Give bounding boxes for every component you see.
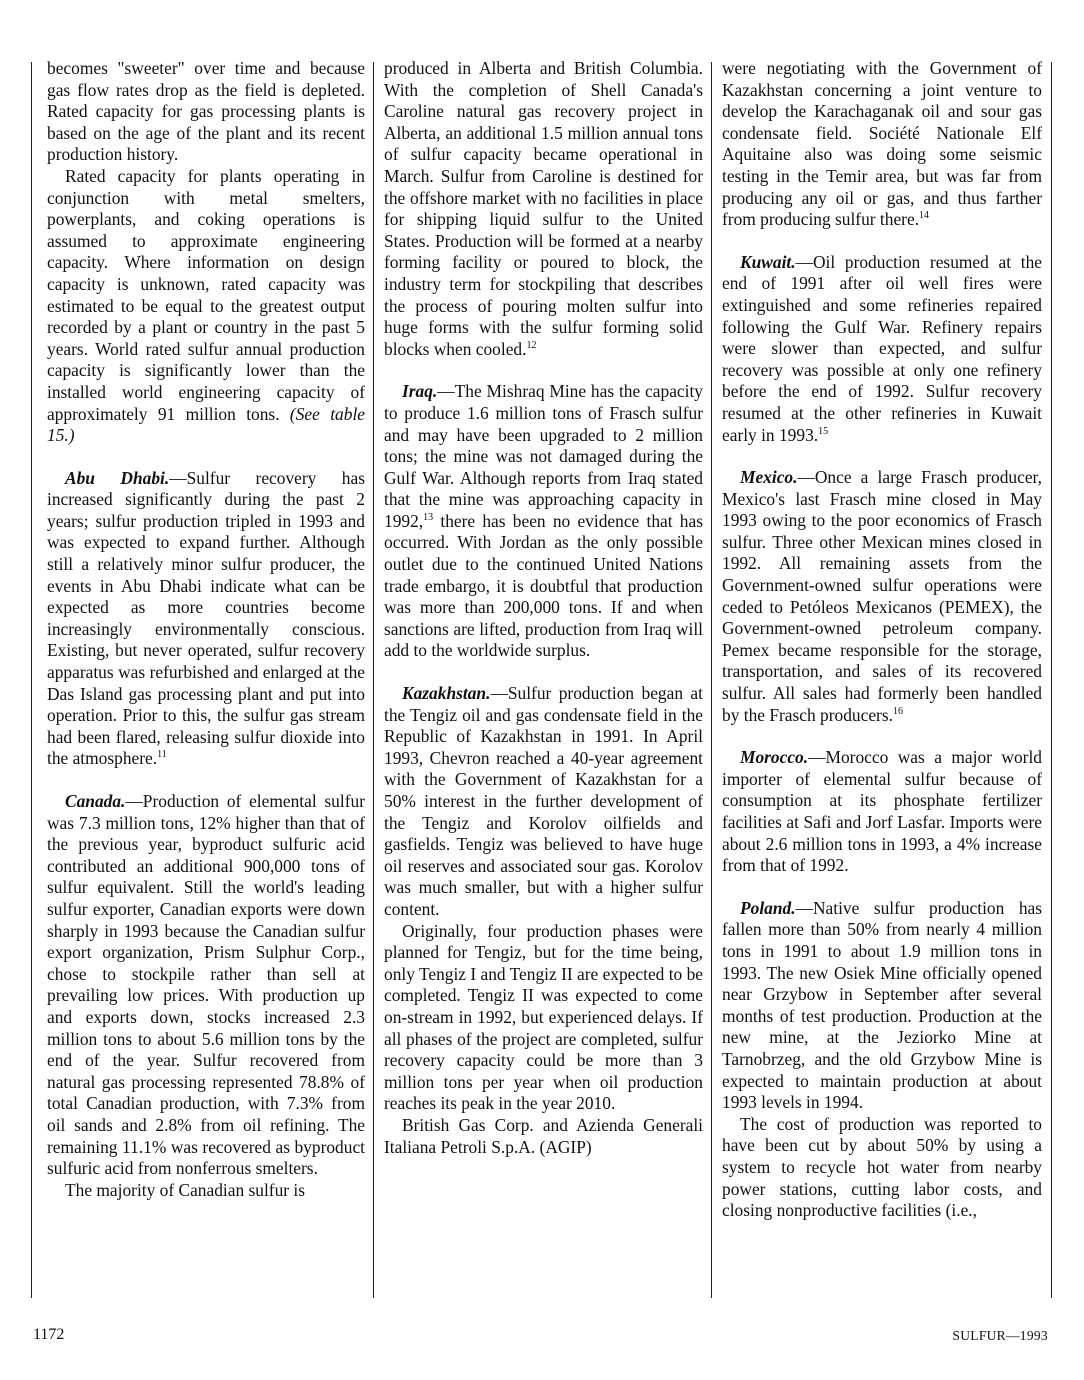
- section-morocco: Morocco.—Morocco was a major world importer of elemental sulfur because of consumption at its phosphate fertilizer facilities at Safi and Jorf Lasfar. Imports were about 2.6 million tons in 1993, a 4% increase from that of 1992.: [722, 747, 1042, 876]
- page-number: 1172: [33, 1326, 65, 1343]
- section-canada: Canada.—Production of elemental sulfur was 7.3 million tons, 12% higher than that of the previous year, byproduct sulfuric acid contributed an additional 900,000 tons of sulfur equivalent. Still the world's leading sulfur exporter, Canadian exports were down sharply in 1993 because the Canadian sulfur export organization, Prism Sulphur Corp., chose to stockpile rather than sell at prevailing low prices. With production up and exports down, stocks increased 2.3 million tons to about 5.6 million tons by the end of the year. Sulfur recovered from natural gas processing represented 78.8% of total Canadian production, with 7.3% from oil sands and 2.8% from oil refining. The remaining 11.1% was recovered as byproduct sulfuric acid from nonferrous smelters.: [47, 791, 365, 1179]
- section-heading: Kazakhstan.: [402, 683, 491, 704]
- paragraph: The cost of production was reported to have been cut by about 50% by using a system to recycle hot water from nearby power stations, cutting labor costs, and closing nonproductive facilities (i.e.,: [722, 1113, 1042, 1221]
- paragraph: becomes "sweeter" over time and because gas flow rates drop as the field is depleted. Rated capacity for gas processing plants is based on the age of the plant and its recent production history.: [47, 58, 365, 165]
- running-head: SULFUR—1993: [952, 1328, 1048, 1343]
- footnote-ref: 13: [423, 511, 434, 523]
- footnote-ref: 14: [919, 210, 930, 222]
- column-rule-1-2: [373, 62, 374, 1298]
- column-1: [47, 58, 365, 1298]
- section-abu-dhabi: Abu Dhabi.—Sulfur recovery has increased significantly during the past 2 years; sulfur production tripled in 1993 and was expected to expand further. Although still a relatively minor sulfur producer, the events in Abu Dhabi indicate what can be expected as more countries become increasingly environmentally conscious. Existing, but never operated, sulfur recovery apparatus was refurbished and enlarged at the Das Island gas processing plant and put into operation. Prior to this, the sulfur gas stream had been flared, releasing sulfur dioxide into the atmosphere.$^{11}$: [47, 467, 365, 769]
- paragraph: Rated capacity for plants operating in conjunction with metal smelters, powerplants, and coking operations is assumed to approximate engineering capacity. Where information on design capacity is unknown, rated capacity was estimated to be equal to the greatest output recorded by a plant or country in the past 5 years. World rated sulfur annual production capacity is significantly lower than the installed world engineering capacity of approximately 91 million tons. (See table 15.): [47, 165, 365, 446]
- section-heading: Morocco.: [740, 747, 809, 768]
- section-heading: Poland.: [740, 897, 796, 918]
- footnote-ref: 16: [892, 705, 903, 717]
- column-2: [384, 58, 703, 1298]
- section-kazakhstan: Kazakhstan.—Sulfur production began at the Tengiz oil and gas condensate field in the Republic of Kazakhstan in 1991. In April 1993, Chevron reached a 40-year agreement with the Government of Kazakhstan for a 50% interest in the further development of the Tengiz and Korolov oilfields and gasfields. Tengiz was believed to have huge oil reserves and associated sour gas. Korolov was much smaller, but with a higher sulfur content.: [384, 683, 703, 919]
- section-poland: Poland.—Native sulfur production has fallen more than 50% from nearly 4 million tons in 1991 to about 1.9 million tons in 1993. The new Osiek Mine officially opened near Grzybow in September after several months of test production. Production at the new mine, at the Jeziorko Mine at Tarnobrzeg, and the old Grzybow Mine is expected to maintain production at about 1993 levels in 1994.: [722, 897, 1042, 1113]
- column-rule-2-3: [711, 62, 712, 1298]
- footnote-ref: 15: [818, 425, 829, 437]
- paragraph: Originally, four production phases were planned for Tengiz, but for the time being, only Tengiz I and Tengiz II are expected to be completed. Tengiz II was expected to come on-stream in 1992, but experienced delays. If all phases of the project are completed, sulfur recovery capacity could be more than 3 million tons per year when oil production reaches its peak in the year 2010.: [384, 920, 703, 1114]
- section-heading: Iraq.: [402, 381, 438, 402]
- section-heading: Abu Dhabi.: [65, 467, 170, 488]
- column-3: [722, 58, 1042, 1298]
- paragraph: were negotiating with the Government of Kazakhstan concerning a joint venture to develop the Karachaganak oil and sour gas condensate field. Société Nationale Elf Aquitaine also was doing some seismic testing in the Temir area, but was far from producing any oil or gas, and thus farther from producing sulfur there.$^{14}$: [722, 58, 1042, 230]
- section-heading: Mexico.: [740, 467, 798, 488]
- paragraph: produced in Alberta and British Columbia. With the completion of Shell Canada's Caroline natural gas recovery project in Alberta, an additional 1.5 million annual tons of sulfur capacity became operational in March. Sulfur from Caroline is destined for the offshore market with no facilities in place for shipping liquid sulfur to the United States. Production will be formed at a nearby forming facility or poured to block, the industry term for stockpiling that describes the process of pouring molten sulfur into huge forms with the sulfur forming solid blocks when cooled.$^{12}$: [384, 58, 703, 359]
- section-heading: Kuwait.: [740, 251, 796, 272]
- footnote-ref: 11: [157, 749, 167, 761]
- column-rule-right: [1051, 62, 1052, 1298]
- section-iraq: Iraq.—The Mishraq Mine has the capacity to produce 1.6 million tons of Frasch sulfur and may have been upgraded to 2 million tons; the mine was not damaged during the Gulf War. Although reports from Iraq stated that the mine was approaching capacity in 1992,13 there has been no evidence that has occurred. With Jordan as the only possible outlet due to the continued United Nations trade embargo, it is doubtful that production was more than 200,000 tons. If and when sanctions are lifted, production from Iraq will add to the worldwide surplus.: [384, 381, 703, 661]
- column-rule-left: [31, 62, 32, 1298]
- footnote-ref: 12: [526, 339, 537, 351]
- section-mexico: Mexico.—Once a large Frasch producer, Mexico's last Frasch mine closed in May 1993 owing to the poor economics of Frasch sulfur. Three other Mexican mines closed in 1992. All remaining assets from the Government-owned sulfur operations were ceded to Petóleos Mexicanos (PEMEX), the Government-owned petroleum company. Pemex became responsible for the storage, transportation, and sales of its recovered sulfur. All sales had formerly been handled by the Frasch producers.$^{16}$: [722, 467, 1042, 725]
- section-kuwait: Kuwait.—Oil production resumed at the end of 1991 after oil well fires were extinguished and some refineries repaired following the Gulf War. Refinery repairs were slower than expected, and sulfur recovery was possible at only one refinery before the end of 1992. Sulfur recovery resumed at the other refineries in Kuwait early in 1993.15: [722, 251, 1042, 445]
- section-heading: Canada.: [65, 791, 126, 811]
- paragraph: British Gas Corp. and Azienda Generali Italiana Petroli S.p.A. (AGIP): [384, 1114, 703, 1157]
- paragraph: The majority of Canadian sulfur is: [65, 1179, 306, 1200]
